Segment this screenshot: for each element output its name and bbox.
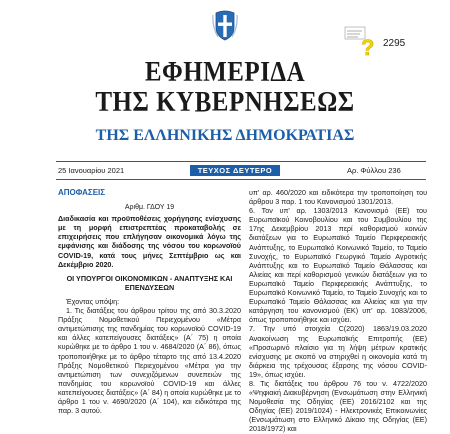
issue-date: 25 Ιανουαρίου 2021 <box>58 166 125 175</box>
header-divider-bottom <box>56 179 426 180</box>
sheet-number: Αρ. Φύλλου 236 <box>347 166 401 175</box>
issuing-authority: ΟΙ ΥΠΟΥΡΓΟΙ ΟΙΚΟΝΟΜΙΚΩΝ - ΑΝΑΠΤΥΞΗΣ ΚΑΙ ΕΠΕΝΔΥΣΕΩΝ <box>66 273 233 292</box>
decision-heading: Διαδικασία και προϋποθέσεις χορήγησης ενίσχυσης με τη μορφή επιστρεπτέας προκαταβολής σε επιχειρήσεις που επλήγησαν οικονομικά λόγω της εμφάνισης και διάδοσης της νόσου του κορωνοϊού COVID-19, κατά τους μήνες Σεπτέμβριο ως και Δεκέμβριο 2020. <box>58 214 241 269</box>
gazette-title-line1: ΕΦΗΜΕΡΙΔΑ <box>144 56 306 88</box>
signature-badge-icon <box>344 26 378 58</box>
issue-type-badge: ΤΕΥΧΟΣ ΔΕΥΤΕΡΟ <box>190 165 280 176</box>
left-column <box>58 188 241 415</box>
issue-number: 2295 <box>383 38 406 49</box>
paragraph-1: 1. Τις διατάξεις του άρθρου τρίτου της από 30.3.2020 Πράξης Νομοθετικού Περιεχομένου «Μέτρα αντιμετώπισης της πανδημίας του κορωνοϊού COVID-19 και άλλες κατεπείγουσες διατάξεις» (Α΄ 75) η οποία κυρώθηκε με το άρθρο 1 του ν. 4684/2020 (Α΄ 86), όπως τροποποιήθηκε με το άρθρο τέταρτο της από 13.4.2020 Πράξης Νομοθετικού Περιεχομένου «Μέτρα για την αντιμετώπιση των συνεχιζόμενων συνεπειών της πανδημίας του κορωνοϊού COVID-19 και άλλες κατεπείγουσες διατάξεις» (Α΄ 84) η οποία κυρώθηκε με το άρθρο 1 του ν. 4690/2020 (Α΄ 104), και ειδικότερα της παρ. 3 αυτού. <box>58 306 241 416</box>
gazette-subtitle: ΤΗΣ ΕΛΛΗΝΙΚΗΣ ΔΗΜΟΚΡΑΤΙΑΣ <box>95 127 355 144</box>
intro-text: Έχοντας υπόψη: <box>66 296 120 306</box>
gazette-title-line2: ΤΗΣ ΚΥΒΕΡΝΗΣΕΩΣ <box>95 86 355 118</box>
section-heading: ΑΠΟΦΑΣΕΙΣ <box>58 188 106 197</box>
right-column: υπ' αρ. 460/2020 και ειδικότερα την τροποποίηση του άρθρου 3 παρ. 1 του Κανονισμού 1301/2013. 6. Τον υπ' αρ. 1303/2013 Κανονισμό (ΕΕ) του Ευρωπαϊκού Κοινοβουλίου και του Συμβουλίου της 17ης Δεκεμβρίου 2013 περί καθορισμού κοινών διατάξεων για το Ευρωπαϊκό Ταμείο Περιφερειακής Ανάπτυξης, το Ευρωπαϊκό Κοινωνικό Ταμείο, το Ταμείο Συνοχής, το Ευρωπαϊκό Γεωργικό Ταμείο Αγροτικής Ανάπτυξης και το Ευρωπαϊκό Ταμείο Θάλασσας και Αλιείας και περί καθορισμού γενικών διατάξεων για το Ευρωπαϊκό Ταμείο Περιφερειακής Ανάπτυξης, το Ευρωπαϊκό Κοινωνικό Ταμείο, το Ταμείο Συνοχής και το Ευρωπαϊκό Ταμείο Θάλασσας και Αλιείας και για την κατάργηση του κανονισμού (ΕΚ) υπ' αρ. 1083/2006, όπως τροποποιήθηκε και ισχύει. 7. Την υπό στοιχεία C(2020) 1863/19.03.2020 Ανακοίνωση της Ευρωπαϊκής Επιτροπής (ΕΕ) «Προσωρινό πλαίσιο για τη λήψη μέτρων κρατικής ενίσχυσης με σκοπό να στηριχθεί η οικονομία κατά τη διάρκεια της τρέχουσας έξαρσης της νόσου COVID-19», όπως ισχύει. 8. Τις διατάξεις του άρθρου 76 του ν. 4722/2020 «Ψηφιακή Διακυβέρνηση (Ενσωμάτωση στην Ελληνική Νομοθεσία της Οδηγίας (ΕΕ) 2016/2102 και της Οδηγίας (ΕΕ) 2019/1024) - Ηλεκτρονικές Επικοινωνίες (Ενσωμάτωση στο Ελληνικό Δίκαιο της Οδηγίας (ΕΕ) 2018/1972) και <box>249 188 427 434</box>
svg-text:?: ? <box>361 35 375 58</box>
decision-number: Αριθμ. ΓΔΟΥ 19 <box>124 204 175 212</box>
header-divider-top <box>56 161 426 162</box>
greek-coat-of-arms-icon <box>212 9 238 41</box>
